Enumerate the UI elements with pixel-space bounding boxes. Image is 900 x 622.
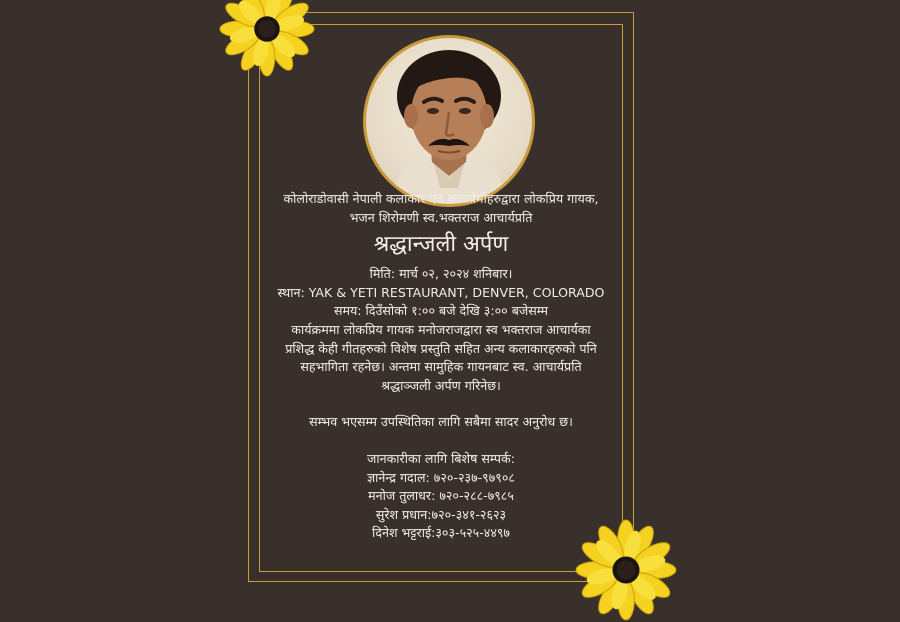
sunflower-icon	[218, 0, 316, 78]
program-line: कार्यक्रममा लोकप्रिय गायक मनोजराजद्वारा स्व भक्तराज आचार्यका	[291, 321, 591, 337]
program-line: श्रद्धाञ्जली अर्पण गरिनेछ।	[381, 377, 501, 393]
contacts-heading: जानकारीका लागि बिशेष सम्पर्क:	[367, 450, 515, 466]
event-venue: स्थान: YAK & YETI RESTAURANT, DENVER, COLORADO	[277, 284, 605, 300]
intro-line: भजन शिरोमणी स्व.भक्तराज आचार्यप्रति	[349, 209, 533, 225]
contact-item: ज्ञानेन्द्र गदाल: ७२०-२३७-९७९०८	[367, 469, 515, 485]
event-date: मिति: मार्च ०२, २०२४ शनिबार।	[369, 266, 513, 282]
event-time: समय: दिउँसोको १:०० बजे देखि ३:०० बजेसम्म	[333, 303, 549, 319]
intro-line: कोलोराडोवासी नेपाली कलाकार एवं कलाप्रेमीहरुद्वारा लोकप्रिय गायक,	[283, 191, 599, 206]
contact-item: सुरेश प्रधान:७२०-३४१-२६२३	[375, 506, 507, 522]
program-line: प्रशिद्ध केही गीतहरुको विशेष प्रस्तुति सहित अन्य कलाकारहरुको पनि	[285, 340, 597, 356]
contact-item: मनोज तुलाधर: ७२०-२८८-७९८५	[368, 488, 514, 504]
program-line: सहभागिता रहनेछ। अन्तमा सामुहिक गायनबाट स्व. आचार्यप्रति	[300, 359, 582, 375]
page-title: श्रद्धान्जली अर्पण	[373, 232, 509, 258]
announcement-text	[259, 190, 623, 543]
memorial-portrait	[363, 35, 535, 207]
contact-item: दिनेश भट्टराई:३०३-५२५-४४९७	[372, 525, 510, 541]
attendance-request: सम्भव भएसम्म उपस्थितिका लागि सबैमा सादर अनुरोध छ।	[309, 414, 573, 430]
